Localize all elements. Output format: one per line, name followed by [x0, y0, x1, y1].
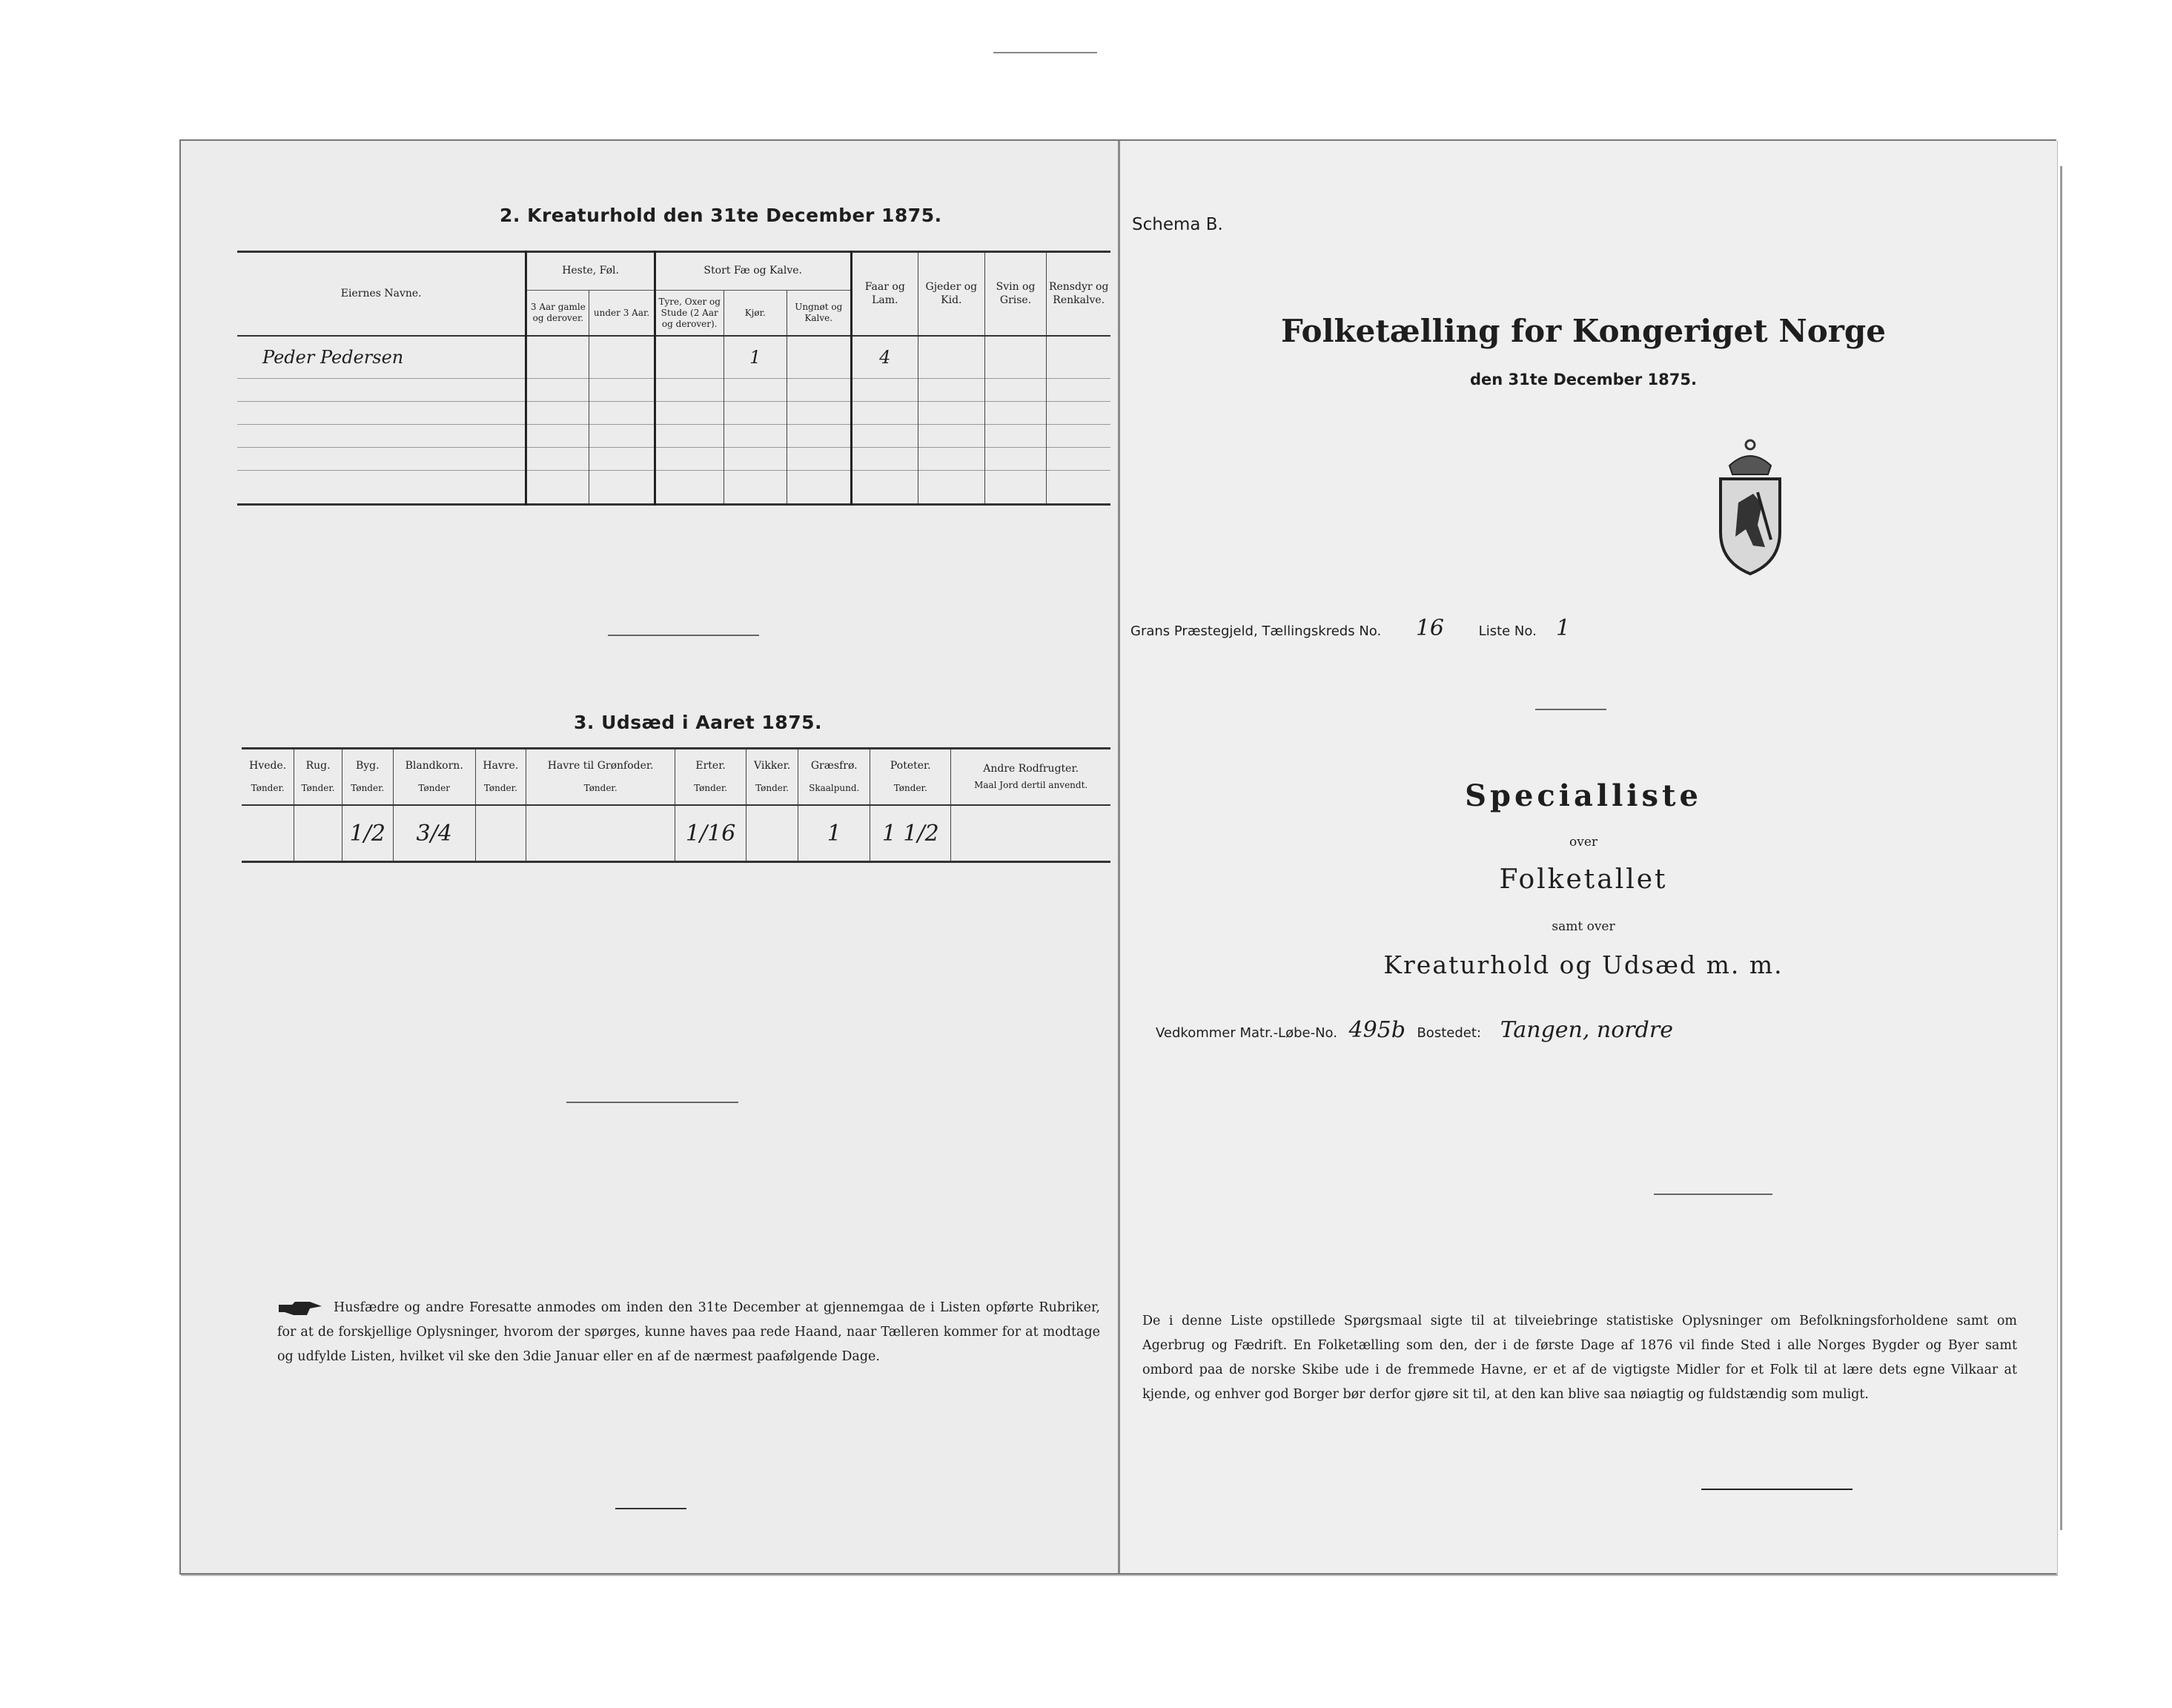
divider [566, 1102, 738, 1103]
owner-header: Eiernes Navne. [340, 287, 422, 299]
district-line [1130, 615, 1586, 641]
intro-paragraph: De i denne Liste opstillede Spørgsmaal sigte til at tilveiebringe statistiske Oplysninger om Befolkningsforholdene samt om Agerbrug og Fædrift. En Folketælling som den, der i de første Dage af 1876 vil finde Sted i alle Norges Bygder og Byer samt ombord paa de norske Skibe ude i de fremmede Havne, er et af de vigtigste Midler for et Folk til at lære dets egne Vilkaar at kjende, og enhver god Borger bør derfor gjøre sit til, at den kan blive saa nøiagtig og fuldstændig som muligt. [1142, 1314, 2017, 1402]
schema-label: Schema B. [1132, 215, 1223, 234]
table-cell: 1 [724, 336, 787, 379]
table-cell [746, 805, 798, 862]
col-unit: Tønder. [351, 783, 385, 794]
table-cell [1047, 336, 1110, 379]
folketallet-heading: Folketallet [1499, 864, 1668, 895]
col-unit: Tønder. [301, 783, 335, 794]
divider [1654, 1194, 1772, 1195]
table-cell [787, 336, 851, 379]
sowing-table [242, 747, 1110, 863]
group-header: Svin og Grise. [984, 252, 1047, 337]
table-cell: 4 [851, 336, 918, 379]
sub-header: Kjør. [724, 291, 787, 337]
table-cell: 1/16 [675, 805, 746, 862]
section3-title: 3. Udsæd i Aaret 1875. [574, 712, 822, 733]
matr-line [1156, 1017, 1673, 1043]
matr-value: 495b [1348, 1017, 1405, 1043]
table-cell [984, 336, 1047, 379]
kreatur-heading: Kreaturhold og Udsæd m. m. [1383, 950, 1784, 979]
coat-of-arms-icon [1713, 436, 1787, 577]
pointing-hand-icon [277, 1300, 323, 1317]
owner-name: Peder Pedersen [237, 336, 526, 379]
col-unit: Tønder [418, 783, 450, 794]
col-unit: Tønder. [583, 783, 618, 794]
col-name: Erter. [695, 759, 726, 772]
table-cell [294, 805, 342, 862]
table-cell: 1/2 [342, 805, 393, 862]
table-row [237, 402, 1110, 425]
col-unit: Tønder. [483, 783, 517, 794]
divider [1535, 709, 1606, 710]
sub-header: Ungnøt og Kalve. [787, 291, 851, 337]
census-document [179, 139, 2056, 1575]
bosted-label: Bostedet: [1417, 1025, 1481, 1041]
table-cell [475, 805, 526, 862]
col-name: Poteter. [890, 759, 931, 772]
col-header [294, 749, 342, 806]
col-unit: Tønder. [755, 783, 789, 794]
table-row [237, 379, 1110, 402]
sub-header: under 3 Aar. [589, 291, 655, 337]
col-name: Rug. [305, 759, 331, 772]
divider [1701, 1489, 1853, 1490]
matr-label: Vedkommer Matr.-Løbe-No. [1156, 1025, 1337, 1041]
group-header: Stort Fæ og Kalve. [655, 252, 851, 291]
group-header: Heste, Føl. [526, 252, 655, 291]
sub-header: 3 Aar gamle og derover. [526, 291, 589, 337]
table-cell [655, 336, 724, 379]
samt-label: samt over [1552, 919, 1615, 934]
table-cell: 3/4 [393, 805, 475, 862]
group-header: Rensdyr og Renkalve. [1047, 252, 1110, 337]
group-header: Gjeder og Kid. [918, 252, 984, 337]
livestock-table [237, 251, 1110, 506]
footnote [277, 1296, 1100, 1369]
section2-title: 2. Kreaturhold den 31te December 1875. [500, 205, 942, 226]
page-edge [2051, 166, 2062, 1530]
table-row [237, 471, 1110, 505]
col-header [675, 749, 746, 806]
table-cell [951, 805, 1110, 862]
liste-value: 1 [1556, 615, 1571, 641]
col-name: Hvede. [249, 759, 287, 772]
table-cell [918, 336, 984, 379]
col-header [798, 749, 870, 806]
prestegjeld-label: Grans Præstegjeld, [1130, 623, 1258, 639]
right-page [1118, 141, 2057, 1573]
col-name: Havre. [483, 759, 519, 772]
col-name: Vikker. [754, 759, 791, 772]
col-name: Andre Rodfrugter. [983, 762, 1079, 775]
col-header [342, 749, 393, 806]
table-row [237, 448, 1110, 471]
col-unit: Maal Jord dertil anvendt. [974, 780, 1088, 791]
group-header: Faar og Lam. [851, 252, 918, 337]
divider [608, 635, 759, 636]
col-unit: Tønder. [694, 783, 728, 794]
table-cell: 1 [798, 805, 870, 862]
bosted-value: Tangen, nordre [1500, 1017, 1673, 1043]
kreds-label: Tællingskreds No. [1262, 623, 1382, 639]
col-unit: Skaalpund. [809, 783, 860, 794]
table-cell: 1 1/2 [870, 805, 951, 862]
table-cell [242, 805, 294, 862]
table-row [237, 336, 1110, 379]
footnote-text: Husfædre og andre Foresatte anmodes om inden den 31te December at gjennemgaa de i Listen opførte Rubriker, for at de forskjellige Oplysninger, hvorom der spørges, kunne haves paa rede Haand, naar Tælleren kommer for at modtage og udfylde Listen, hvilket vil ske den 3die Januar eller en af de nærmest paafølgende Dage. [277, 1300, 1100, 1364]
col-name: Byg. [355, 759, 380, 772]
col-header [746, 749, 798, 806]
left-page [181, 141, 1112, 1573]
col-header [870, 749, 951, 806]
col-header [951, 749, 1110, 806]
table-cell [526, 805, 675, 862]
scan-mark [993, 52, 1097, 53]
table-row [242, 805, 1110, 862]
col-name: Græsfrø. [810, 759, 858, 772]
liste-label: Liste No. [1478, 623, 1537, 639]
col-name: Blandkorn. [405, 759, 463, 772]
col-header [393, 749, 475, 806]
title-date: den 31te December 1875. [1470, 371, 1697, 388]
divider [615, 1508, 686, 1509]
over-label: over [1569, 835, 1598, 850]
table-row [237, 425, 1110, 448]
col-header [475, 749, 526, 806]
col-unit: Tønder. [893, 783, 927, 794]
col-name: Havre til Grønfoder. [547, 759, 654, 772]
sub-header: Tyre, Oxer og Stude (2 Aar og derover). [655, 291, 724, 337]
table-cell [589, 336, 655, 379]
col-unit: Tønder. [251, 783, 285, 794]
page-title: Folketælling for Kongeriget Norge [1281, 313, 1886, 349]
special-heading: Specialliste [1465, 778, 1702, 813]
col-header [242, 749, 294, 806]
col-header [526, 749, 675, 806]
kreds-value: 16 [1415, 615, 1445, 641]
table-cell [526, 336, 589, 379]
